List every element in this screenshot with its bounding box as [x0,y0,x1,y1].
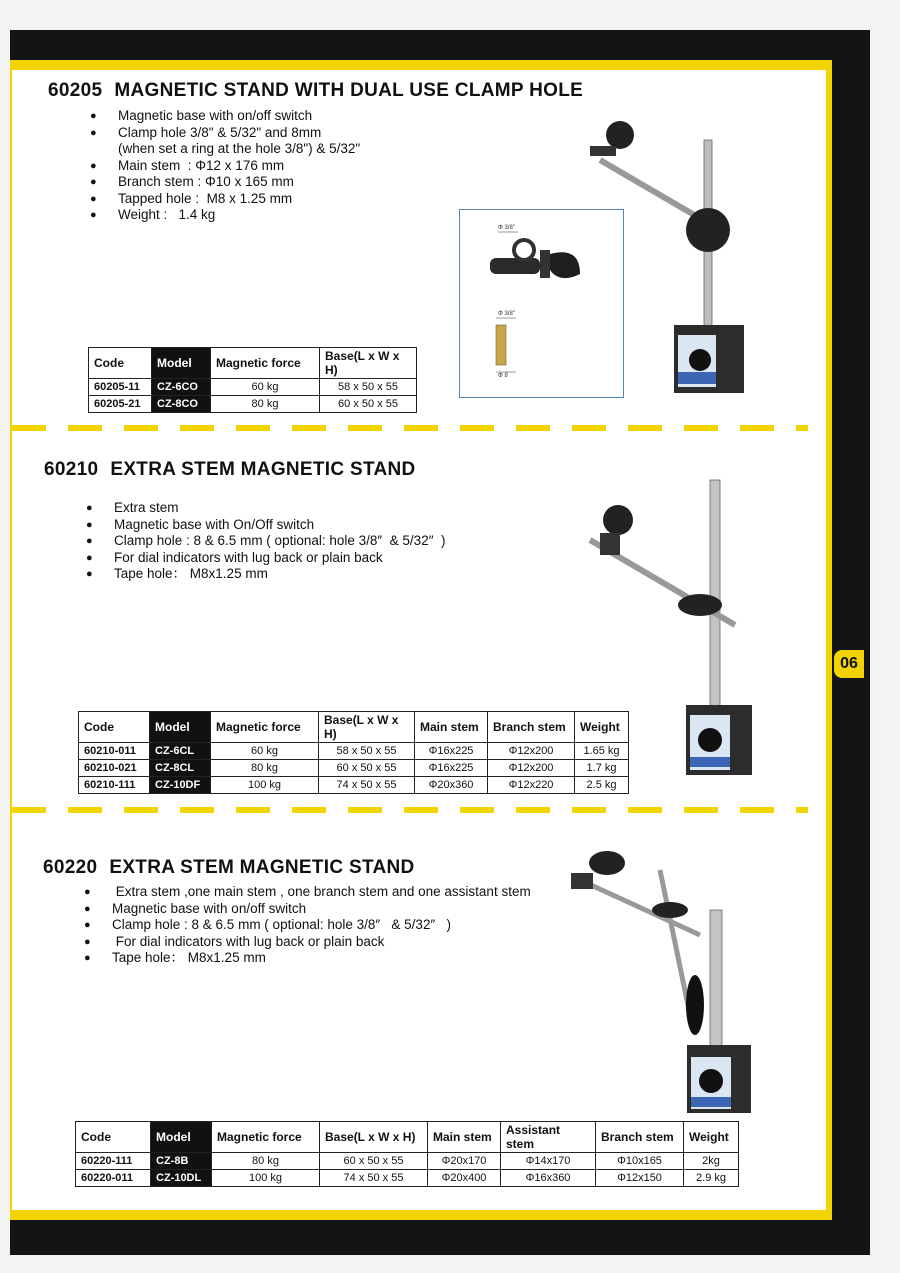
spec-table-60210 [78,711,629,794]
list-item: ● Main stem : Φ12 x 176 mm [90,158,360,175]
table-cell: 100 kg [211,777,319,794]
list-item: ● Extra stem ,one main stem , one branch stem and one assistant stem [84,884,531,901]
table-cell: 74 x 50 x 55 [319,777,415,794]
column-header: Code [76,1122,151,1153]
column-header: Magnetic force [211,348,320,379]
table-cell: Φ12x220 [488,777,575,794]
list-item: ● Clamp hole : 8 & 6.5 mm ( optional: hole 3/8″ & 5/32″ ) [86,533,445,550]
column-header: Magnetic force [211,712,319,743]
spec-table-60205 [88,347,417,413]
table-cell: 100 kg [212,1170,320,1187]
table-cell: 60210-021 [79,760,150,777]
table-cell: 60 kg [211,379,320,396]
column-header: Branch stem [596,1122,684,1153]
table-cell: CZ-10DL [151,1170,212,1187]
table-cell: CZ-6CO [152,379,211,396]
table-cell: 58 x 50 x 55 [320,379,417,396]
column-header: Base(L x W x H) [319,712,415,743]
table-cell: 1.7 kg [575,760,629,777]
table-cell: 1.65 kg [575,743,629,760]
table-cell: 74 x 50 x 55 [320,1170,428,1187]
list-item: ● For dial indicators with lug back or plain back [86,550,445,567]
table-cell: Φ14x170 [501,1153,596,1170]
table-cell: 60205-21 [89,396,152,413]
list-item: ● For dial indicators with lug back or plain back [84,934,531,951]
column-header: Magnetic force [212,1122,320,1153]
column-header: Model [151,1122,212,1153]
table-cell: 80 kg [212,1153,320,1170]
assistant-stem-stand-illustration [565,845,765,1115]
table-row [76,1153,739,1170]
table-row [79,760,629,777]
section-heading: EXTRA STEM MAGNETIC STAND [110,459,416,480]
list-item: ● Clamp hole 3/8" & 5/32" and 8mm [90,125,360,142]
table-row [79,777,629,794]
table-cell: 60 x 50 x 55 [320,1153,428,1170]
section-heading: MAGNETIC STAND WITH DUAL USE CLAMP HOLE [114,80,584,101]
spec-table-60220 [75,1121,739,1187]
list-item: ● Tape hole： M8x1.25 mm [84,950,531,967]
section-title-60205 [48,80,583,102]
feature-list-60220 [84,884,531,967]
section-title-60220 [43,857,415,879]
table-cell: Φ12x200 [488,743,575,760]
magnetic-stand-illustration [570,110,760,400]
column-header: Code [89,348,152,379]
column-header: Assistant stem [501,1122,596,1153]
table-cell: Φ20x170 [428,1153,501,1170]
column-header: Model [152,348,211,379]
column-header: Base(L x W x H) [320,348,417,379]
inset-label: Φ 8 [498,373,508,379]
section-title-60210 [44,459,416,481]
table-row [89,379,417,396]
table-cell: 80 kg [211,396,320,413]
table-cell: 2kg [684,1153,739,1170]
list-item: (when set a ring at the hole 3/8") & 5/32" [118,141,361,156]
feature-list-60210 [86,500,445,583]
table-cell: 60210-111 [79,777,150,794]
section-code: 60205 [48,80,103,101]
table-cell: Φ16x360 [501,1170,596,1187]
inset-label: Φ 3/8" [498,225,515,231]
table-cell: 60210-011 [79,743,150,760]
section-divider [12,807,808,813]
page-number-tab: 06 [834,650,864,678]
section-code: 60210 [44,459,99,480]
column-header: Code [79,712,150,743]
column-header: Main stem [415,712,488,743]
table-cell: CZ-8CL [150,760,211,777]
list-item: ● Weight : 1.4 kg [90,207,360,224]
table-cell: 60205-11 [89,379,152,396]
list-item: ● Clamp hole : 8 & 6.5 mm ( optional: hole 3/8″ & 5/32″ ) [84,917,531,934]
table-cell: Φ20x360 [415,777,488,794]
column-header: Model [150,712,211,743]
table-header-row [76,1122,739,1153]
section-code: 60220 [43,857,98,878]
table-cell: Φ16x225 [415,760,488,777]
table-cell: 58 x 50 x 55 [319,743,415,760]
table-row [76,1170,739,1187]
list-item: ● Magnetic base with On/Off switch [86,517,445,534]
section-divider [12,425,808,431]
table-header-row [89,348,417,379]
table-cell: 2.9 kg [684,1170,739,1187]
list-item: ● Branch stem : Φ10 x 165 mm [90,174,360,191]
list-item: ● Magnetic base with on/off switch [90,108,360,125]
table-cell: Φ10x165 [596,1153,684,1170]
inset-label: Φ 3/8" [498,311,515,317]
column-header: Weight [575,712,629,743]
table-cell: CZ-8B [151,1153,212,1170]
table-cell: 2.5 kg [575,777,629,794]
table-cell: Φ16x225 [415,743,488,760]
table-cell: 60 kg [211,743,319,760]
column-header: Branch stem [488,712,575,743]
table-cell: Φ12x150 [596,1170,684,1187]
table-cell: 60 x 50 x 55 [319,760,415,777]
table-cell: 60220-011 [76,1170,151,1187]
table-cell: CZ-10DF [150,777,211,794]
table-cell: 60 x 50 x 55 [320,396,417,413]
table-cell: CZ-8CO [152,396,211,413]
table-cell: CZ-6CL [150,743,211,760]
feature-list-60205 [90,108,360,224]
list-item: ● Tape hole： M8x1.25 mm [86,566,445,583]
list-item: ● Extra stem [86,500,445,517]
table-row [89,396,417,413]
list-item: ● Magnetic base with on/off switch [84,901,531,918]
section-heading: EXTRA STEM MAGNETIC STAND [109,857,415,878]
column-header: Base(L x W x H) [320,1122,428,1153]
table-cell: 60220-111 [76,1153,151,1170]
table-cell: Φ20x400 [428,1170,501,1187]
table-cell: 80 kg [211,760,319,777]
column-header: Weight [684,1122,739,1153]
column-header: Main stem [428,1122,501,1153]
list-item: ● Tapped hole : M8 x 1.25 mm [90,191,360,208]
table-row [79,743,629,760]
table-header-row [79,712,629,743]
table-cell: Φ12x200 [488,760,575,777]
